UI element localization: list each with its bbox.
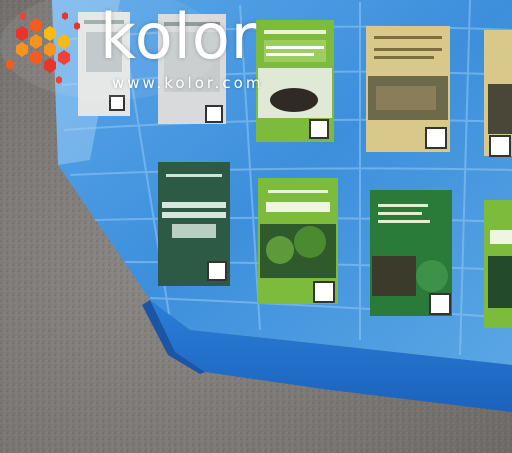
book-9 — [484, 200, 512, 328]
hexagon-cells — [6, 12, 80, 84]
book-8 — [370, 190, 452, 316]
book-7 — [258, 178, 338, 304]
book-6 — [158, 162, 230, 286]
brand-wordmark: kolor — [100, 0, 258, 73]
book-5 — [484, 30, 512, 156]
kolor-watermark — [0, 0, 320, 110]
book-4 — [366, 26, 450, 152]
brand-url: www.kolor.com — [112, 74, 264, 92]
hexagon-cluster-logo — [0, 0, 100, 100]
